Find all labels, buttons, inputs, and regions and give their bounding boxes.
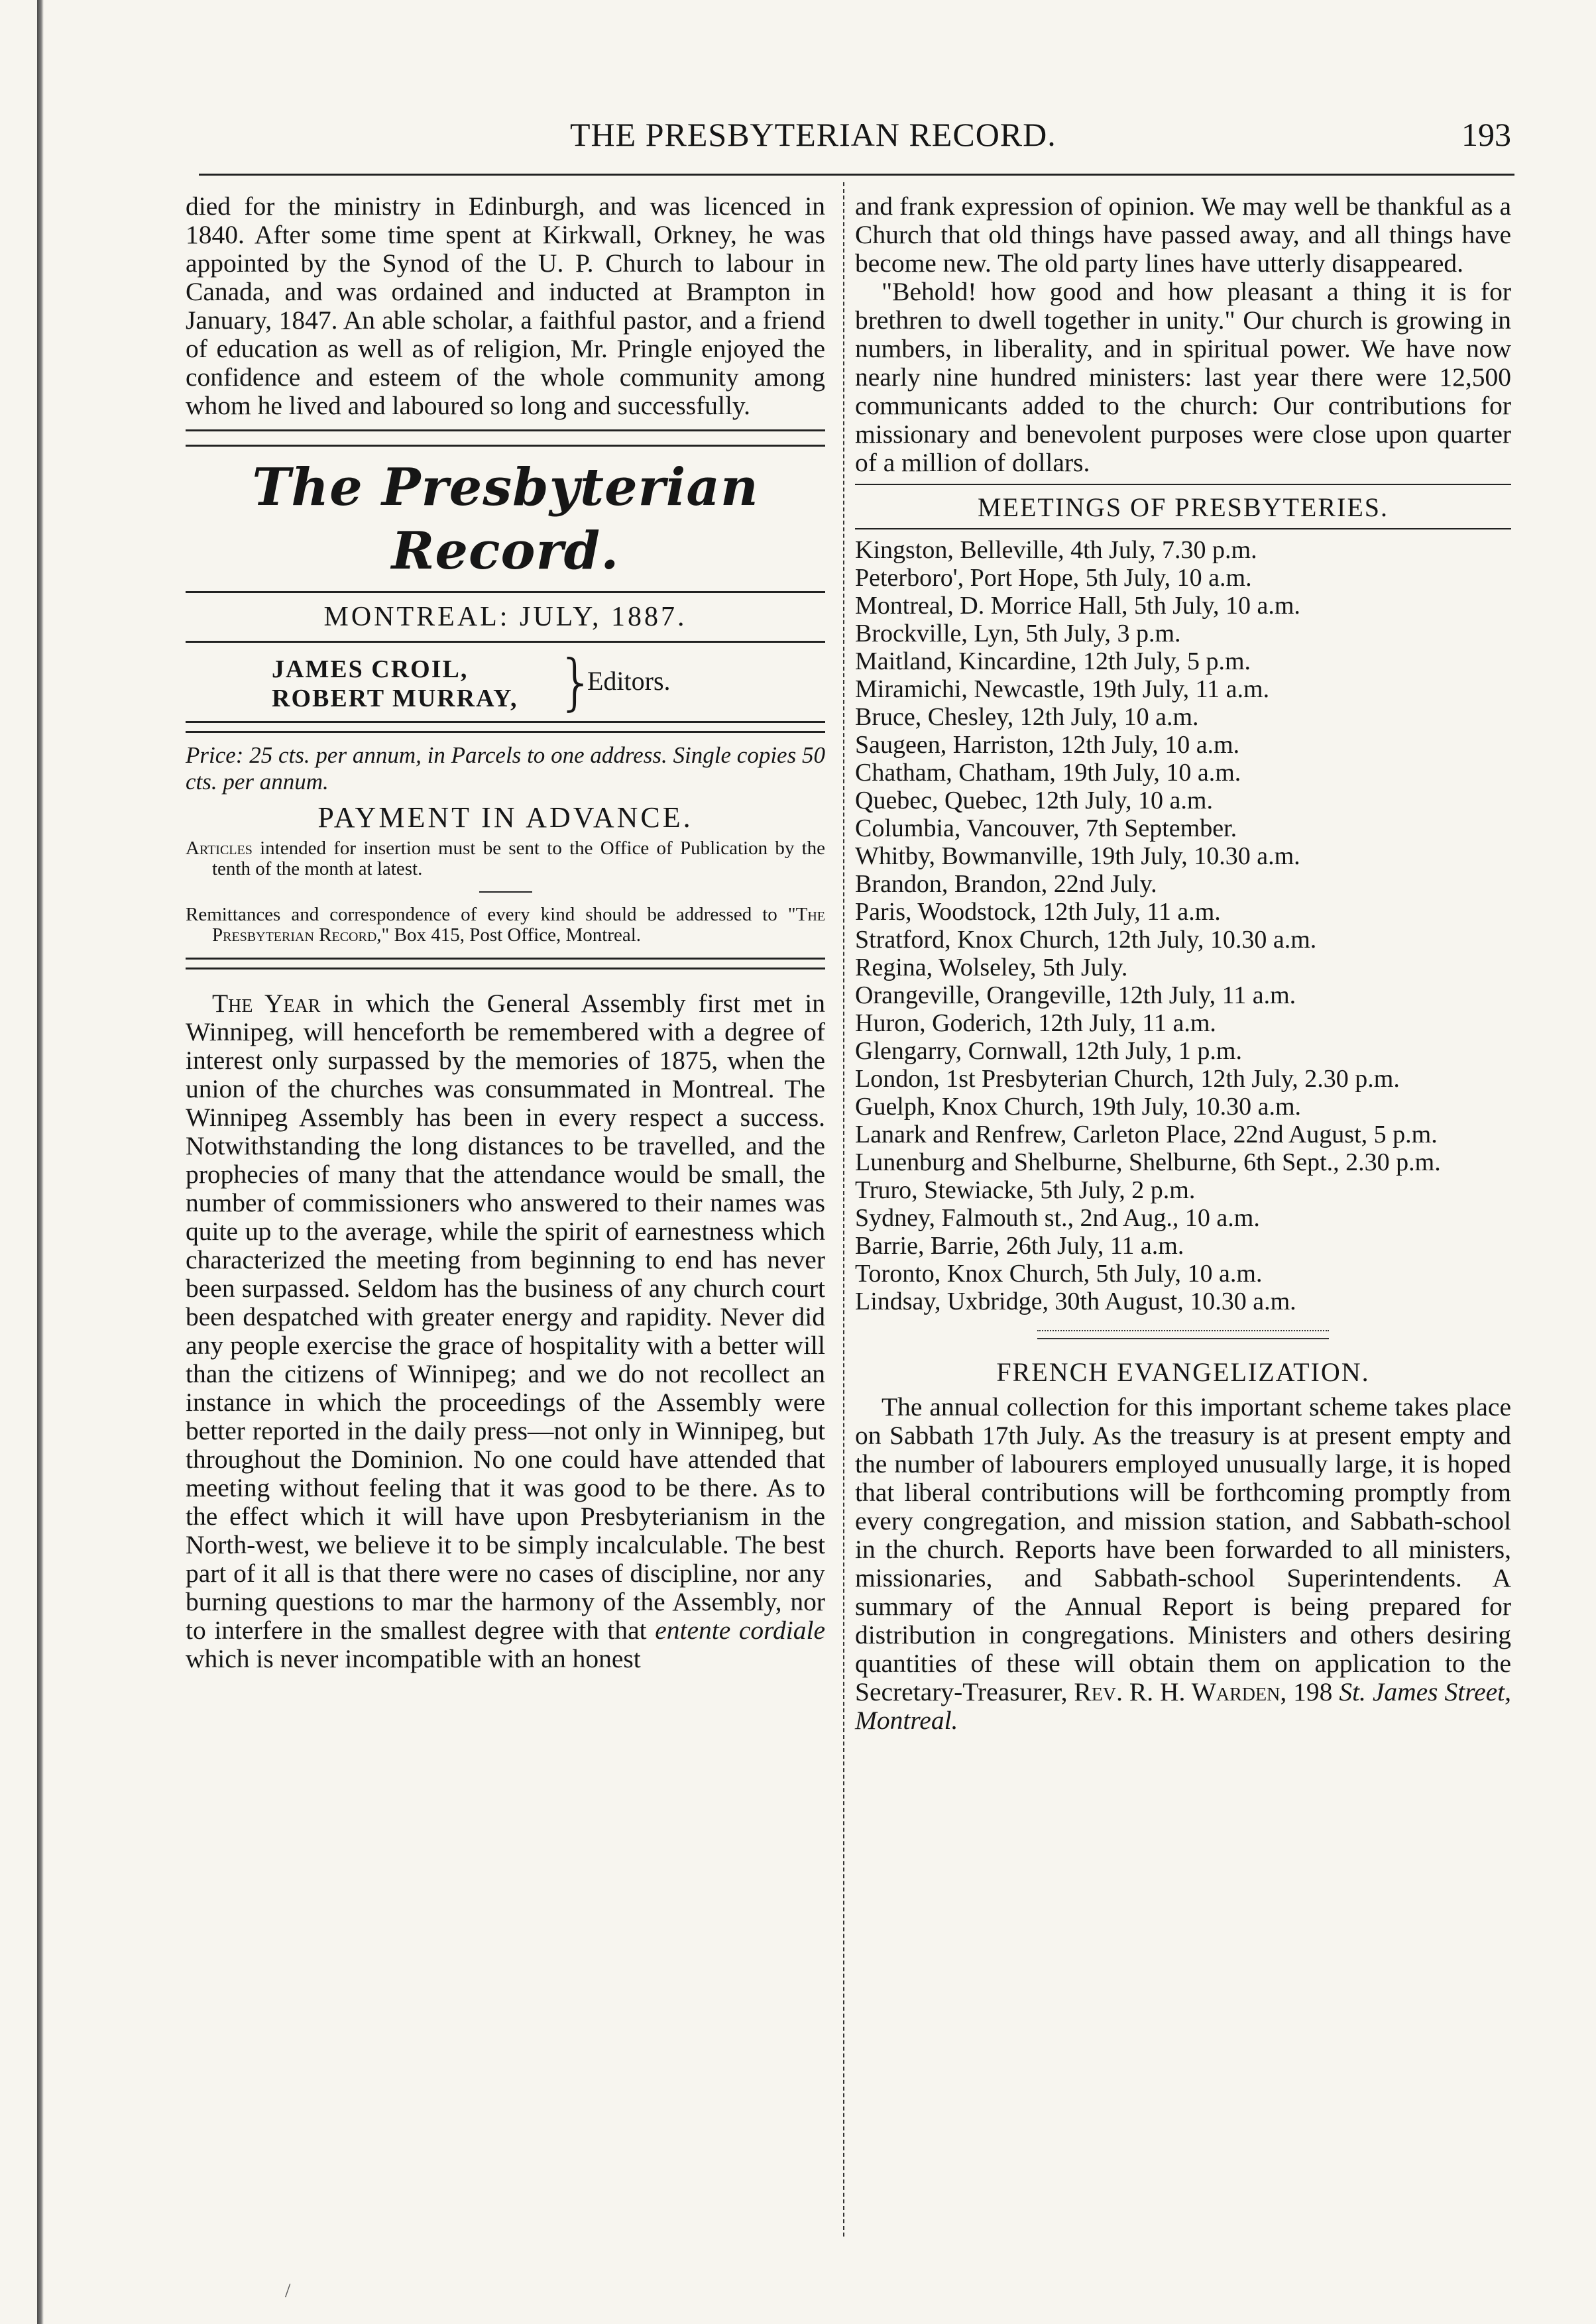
meeting-item: Barrie, Barrie, 26th July, 11 a.m. — [855, 1232, 1184, 1260]
brace-glyph: } — [557, 647, 596, 718]
editorial-article — [186, 989, 825, 1673]
column-divider — [843, 182, 846, 2237]
rule — [186, 641, 825, 643]
double-rule — [186, 429, 825, 447]
meetings-list — [855, 536, 1511, 1315]
running-title: THE PRESBYTERIAN RECORD. — [570, 116, 1056, 153]
meeting-item: Lunenburg and Shelburne, Shelburne, 6th Sept., 2.30 p.m. — [855, 1148, 1441, 1176]
unity-paragraph: "Behold! how good and how pleasant a thing it is for brethren to dwell together in unity." Our church is growing in numbers, in liberality, and in spiritual power. We have now nearly nine hundred ministers: last year there were 12,500 communicants added to the church: Our contributions for missionary and benevolent purposes were close upon quarter of a million of dollars. — [855, 277, 1511, 477]
meeting-item: Brockville, Lyn, 5th July, 3 p.m. — [855, 620, 1181, 647]
meeting-item: Sydney, Falmouth st., 2nd Aug., 10 a.m. — [855, 1204, 1260, 1232]
articles-label: Articles — [186, 838, 253, 859]
meeting-item: London, 1st Presbyterian Church, 12th July, 2.30 p.m. — [855, 1065, 1400, 1093]
rule — [855, 528, 1511, 529]
meeting-item: Maitland, Kincardine, 12th July, 5 p.m. — [855, 647, 1251, 675]
french-address: St. James Street, Montreal. — [855, 1677, 1512, 1735]
page-header — [199, 111, 1511, 158]
subscription-price: Price: 25 cts. per annum, in Parcels to one address. Single copies 50 cts. per annum. — [186, 742, 825, 795]
meeting-item: Whitby, Bowmanville, 19th July, 10.30 a.m. — [855, 842, 1300, 870]
meeting-item: Columbia, Vancouver, 7th September. — [855, 814, 1237, 842]
remittance-text: Remittances and correspondence of every kind should be addressed to " — [186, 904, 796, 925]
double-rule — [186, 721, 825, 733]
meeting-item: Brandon, Brandon, 22nd July. — [855, 870, 1157, 898]
payment-heading: PAYMENT IN ADVANCE. — [317, 801, 693, 834]
meeting-item: Huron, Goderich, 12th July, 11 a.m. — [855, 1009, 1216, 1037]
meeting-item: Miramichi, Newcastle, 19th July, 11 a.m. — [855, 675, 1270, 703]
section-ornament — [1037, 1330, 1329, 1339]
meeting-item: Montreal, D. Morrice Hall, 5th July, 10 a.m. — [855, 592, 1300, 620]
meeting-item: Toronto, Knox Church, 5th July, 10 a.m. — [855, 1260, 1263, 1288]
masthead-title: The Presbyterian Record. — [252, 457, 759, 581]
meeting-item: Saugeen, Harriston, 12th July, 10 a.m. — [855, 731, 1240, 759]
articles-text: intended for insertion must be sent to the Office of Publication by the tenth of the month at latest. — [212, 838, 826, 879]
meeting-item: Lindsay, Uxbridge, 30th August, 10.30 a.m. — [855, 1288, 1296, 1315]
editor-names — [272, 655, 518, 713]
page-binding-edge — [37, 0, 44, 2324]
meeting-item: Truro, Stewiacke, 5th July, 2 p.m. — [855, 1176, 1196, 1204]
editor-name: ROBERT MURRAY, — [272, 685, 518, 712]
editorial-continuation: and frank expression of opinion. We may well be thankful as a Church that old things have passed away, and all things have become new. The old party lines have utterly disappeared. — [855, 192, 1511, 278]
meeting-item: Stratford, Knox Church, 12th July, 10.30 a.m. — [855, 926, 1317, 954]
meeting-item: Quebec, Quebec, 12th July, 10 a.m. — [855, 787, 1213, 814]
meeting-item: Guelph, Knox Church, 19th July, 10.30 a.m. — [855, 1093, 1302, 1121]
french-heading: FRENCH EVANGELIZATION. — [996, 1357, 1370, 1387]
short-rule — [479, 891, 532, 893]
left-column — [186, 192, 825, 1673]
editors-block — [186, 647, 825, 718]
remittance-address: " Box 415, Post Office, Montreal. — [381, 924, 642, 946]
obituary-continuation: died for the ministry in Edinburgh, and was licenced in 1840. After some time spent at Kirkwall, Orkney, he was appointed by the Synod of the U. P. Church to labour in Canada, and was ordained and inducted at Brampton in January, 1847. An able scholar, a faithful pastor, and a friend of education as well as of religion, Mr. Pringle enjoyed the confidence and esteem of the whole community among whom he lived and laboured so long and successfully. — [186, 192, 825, 420]
meeting-item: Chatham, Chatham, 19th July, 10 a.m. — [855, 759, 1241, 787]
meeting-item: Kingston, Belleville, 4th July, 7.30 p.m. — [855, 536, 1257, 564]
editors-label: Editors. — [587, 666, 671, 696]
french-text: The annual collection for this important scheme takes place on Sabbath 17th July. As the treasury is at present empty and the number of labourers employed unusually large, it is hoped that liberal contributions will be forthcoming promptly from every congregation, and mission station, and Sabbath-school in the church. Reports have been forwarded to all ministers, missionaries, and Sabbath-school Superintendents. A summary of the Annual Report is being prepared for distribution in congregations. Ministers and others desiring quantities of these will obtain them on application to the Secretary-Treasurer, — [855, 1392, 1511, 1706]
rule — [186, 591, 825, 593]
french-rev: Rev. R. H. Warden, — [1074, 1677, 1287, 1706]
meetings-heading: MEETINGS OF PRESBYTERIES. — [977, 492, 1389, 522]
editorial-text: in which the General Assembly first met in Winnipeg, will henceforth be remembered with a degree of interest only surpassed by the memories of 1875, when the union of the churches was consummated in Montreal. The Winnipeg Assembly has been in every respect a success. Notwithstanding the long distances to be travelled, and the prophecies of many that the attendance would be small, the number of commissioners who answered to their names was quite up to the average, while the spirit of earnestness which characterized the meeting from beginning to end has never been surpassed. Seldom has the business of any church court been despatched with greater energy and rapidity. Never did any people exercise the grace of hospitality with a better will than the citizens of Winnipeg; and we do not recollect an instance in which the proceedings of the Assembly were better reported in the daily press—not only in Winnipeg, but throughout the Dominion. No one could have attended that meeting without feeling that it was good to be there. As to the effect which it will have upon Presbyterianism in the North-west, we believe it to be simply incalculable. The best part of it all is that there were no cases of discipline, nor any burning questions to mar the harmony of the Assembly, nor to interfere in the smallest degree with that — [186, 989, 825, 1645]
margin-mark: / — [285, 2280, 291, 2301]
french-number: 198 — [1293, 1677, 1333, 1706]
lead-words: The Year — [212, 989, 321, 1018]
remittance-note — [186, 905, 825, 946]
remittance-journal: The Presbyterian Record, — [212, 904, 825, 946]
double-rule — [186, 958, 825, 969]
editorial-tail: which is never incompatible with an honest — [186, 1644, 641, 1673]
page-number: 193 — [1461, 116, 1511, 153]
meeting-item: Bruce, Chesley, 12th July, 10 a.m. — [855, 703, 1199, 731]
articles-note — [186, 838, 825, 879]
editorial-italic: entente cordiale — [655, 1616, 826, 1645]
header-rule — [199, 174, 1514, 176]
meeting-item: Glengarry, Cornwall, 12th July, 1 p.m. — [855, 1037, 1242, 1065]
meeting-item: Orangeville, Orangeville, 12th July, 11 a.m. — [855, 981, 1296, 1009]
meeting-item: Regina, Wolseley, 5th July. — [855, 954, 1128, 981]
meeting-item: Lanark and Renfrew, Carleton Place, 22nd August, 5 p.m. — [855, 1121, 1438, 1148]
meeting-item: Peterboro', Port Hope, 5th July, 10 a.m. — [855, 564, 1252, 592]
issue-date: MONTREAL: JULY, 1887. — [323, 602, 687, 632]
right-column — [855, 192, 1511, 1735]
rule — [855, 484, 1511, 485]
meeting-item: Paris, Woodstock, 12th July, 11 a.m. — [855, 898, 1221, 926]
editor-name: JAMES CROIL, — [272, 655, 469, 683]
french-article — [855, 1393, 1511, 1735]
